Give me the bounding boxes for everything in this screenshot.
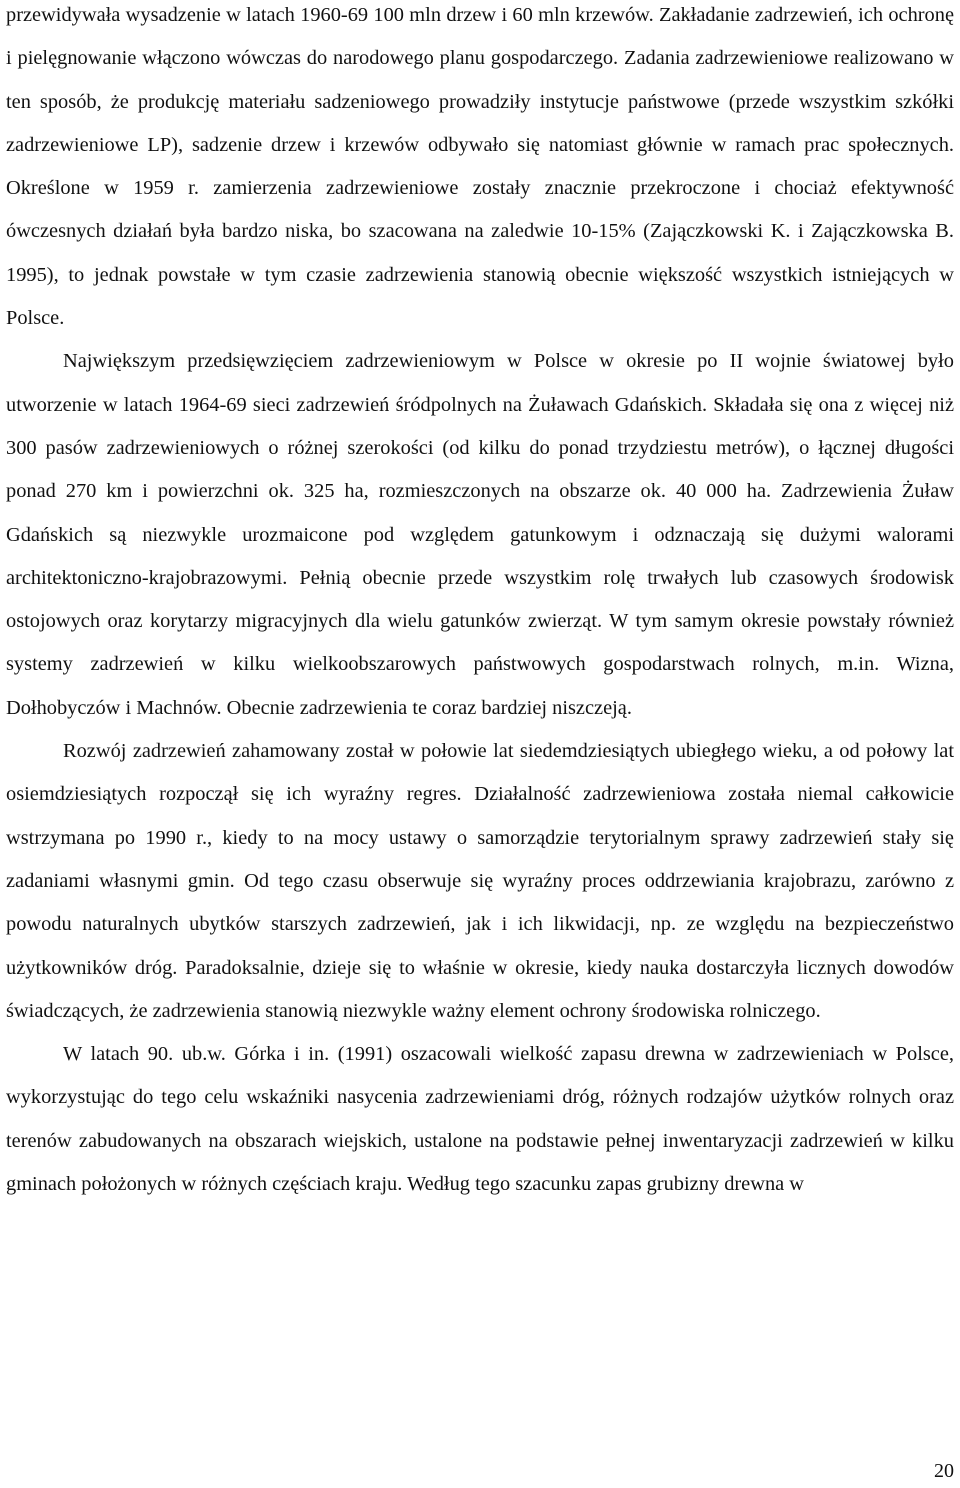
paragraph-zulawy: Największym przedsięwzięciem zadrzewieniowym w Polsce w okresie po II wojnie światowej było utworzenie w latach 1964-69 sieci zadrzewień śródpolnych na Żuławach Gdańskich. Składała się ona z więcej niż 300 pasów zadrzewieniowych o różnej szerokości (od kilku do ponad trzydziestu metrów), o łącznej długości ponad 270 km i powierzchni ok. 325 ha, rozmieszczonych na obszarze ok. 40 000 ha. Zadrzewienia Żuław Gdańskich są niezwykle urozmaicone pod względem gatunkowym i odznaczają się dużymi walorami architektoniczno-krajobrazowymi. Pełnią obecnie przede wszystkim rolę trwałych lub czasowych środowisk ostojowych oraz korytarzy migracyjnych dla wielu gatunków zwierząt. W tym samym okresie powstały również systemy zadrzewień w kilku wielkoobszarowych państwowych gospodarstwach rolnych, m.in. Wizna, Dołhobyczów i Machnów. Obecnie zadrzewienia te coraz bardziej niszczeją.	[6, 350, 954, 719]
page-number: 20	[934, 1460, 954, 1482]
paragraph-continuation: przewidywała wysadzenie w latach 1960-69 100 mln drzew i 60 mln krzewów. Zakładanie zadrzewień, ich ochronę i pielęgnowanie włączono wówczas do narodowego planu gospodarczego. Zadania zadrzewieniowe realizowano w ten sposób, że produkcję materiału sadzeniowego prowadziły instytucje państwowe (przede wszystkim szkółki zadrzewieniowe LP), sadzenie drzew i krzewów odbywało się natomiast głównie w ramach prac społecznych. Określone w 1959 r. zamierzenia zadrzewieniowe zostały znacznie przekroczone i chociaż efektywność ówczesnych działań była bardzo niska, bo szacowana na zaledwie 10-15% (Zajączkowski K. i Zajączkowska B. 1995), to jednak powstałe w tym czasie zadrzewienia stanowią obecnie większość wszystkich istniejących w Polsce.	[6, 4, 954, 330]
paragraph-decline: Rozwój zadrzewień zahamowany został w połowie lat siedemdziesiątych ubiegłego wieku, a od połowy lat osiemdziesiątych rozpoczął się ich wyraźny regres. Działalność zadrzewieniowa została niemal całkowicie wstrzymana po 1990 r., kiedy to na mocy ustawy o samorządzie terytorialnym sprawy zadrzewień stały się zadaniami własnymi gmin. Od tego czasu obserwuje się wyraźny proces oddrzewiania krajobrazu, zarówno z powodu naturalnych ubytków starszych zadrzewień, jak i ich likwidacji, np. ze względu na bezpieczeństwo użytkowników dróg. Paradoksalnie, dzieje się to właśnie w okresie, kiedy nauka dostarczyła licznych dowodów świadczących, że zadrzewienia stanowią niezwykle ważny element ochrony środowiska rolniczego.	[6, 740, 954, 1022]
paragraph-wood-estimate: W latach 90. ub.w. Górka i in. (1991) oszacowali wielkość zapasu drewna w zadrzewieniach w Polsce, wykorzystując do tego celu wskaźniki nasycenia zadrzewieniami dróg, różnych rodzajów użytków rolnych oraz terenów zabudowanych na obszarach wiejskich, ustalone na podstawie pełnej inwentaryzacji zadrzewień w kilku gminach położonych w różnych częściach kraju. Według tego szacunku zapas grubizny drewna w	[6, 1043, 954, 1196]
